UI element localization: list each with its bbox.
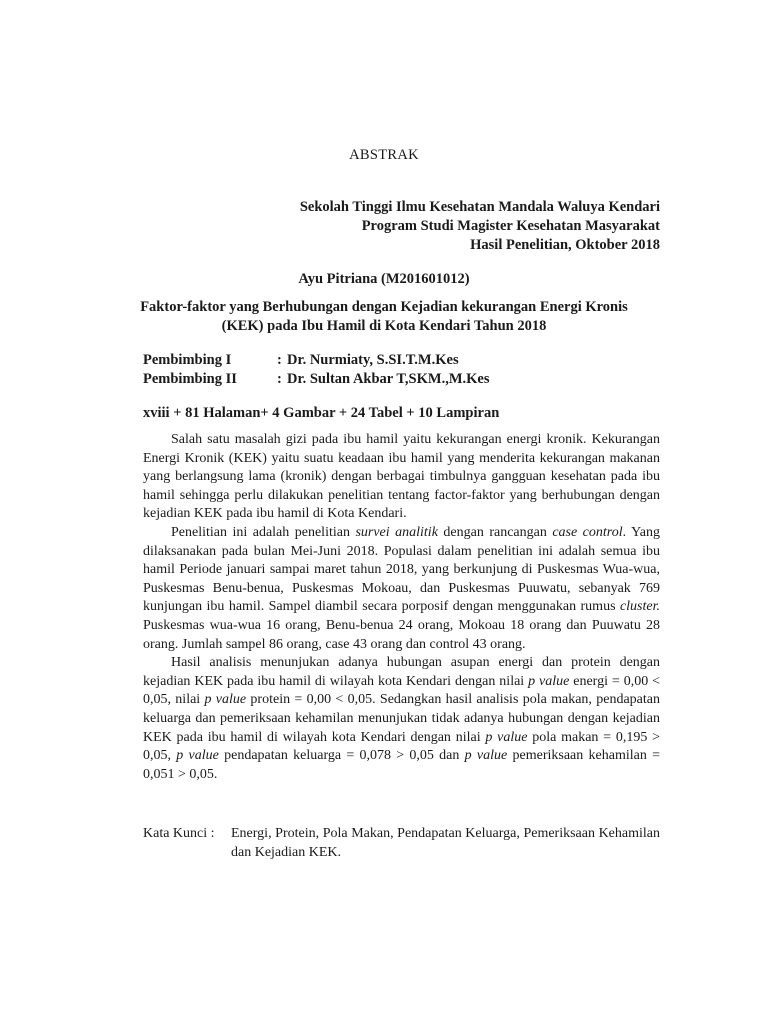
institution-block <box>300 198 660 255</box>
italic-term: survei analitik <box>355 524 438 540</box>
text-run: energi = 0,00 < 0,05, nilai <box>143 673 660 708</box>
italic-term: p value <box>528 673 570 689</box>
supervisors-block <box>143 351 490 389</box>
text-run: Penelitian ini adalah penelitian <box>171 524 356 540</box>
pages-info: xviii + 81 Halaman+ 4 Gambar + 24 Tabel + 10 Lampiran <box>143 405 500 421</box>
text-run: pemeriksaan kehamilan = 0,051 > 0,05. <box>143 748 661 782</box>
thesis-title-line: Faktor-faktor yang Berhubungan dengan Kejadian kekurangan Energi Kronis <box>140 299 628 315</box>
italic-term: p value <box>176 748 219 764</box>
supervisor-label: Pembimbing I <box>143 352 232 368</box>
supervisor-separator: : <box>277 352 282 368</box>
text-run: pola makan = 0,195 > 0,05, <box>143 729 660 764</box>
supervisor-label: Pembimbing II <box>143 371 237 387</box>
italic-term: case control <box>552 524 623 540</box>
institution-line: Sekolah Tinggi Ilmu Kesehatan Mandala Waluya Kendari <box>299 199 660 215</box>
thesis-title <box>0 298 768 336</box>
keywords-label: Kata Kunci : <box>143 826 215 841</box>
supervisor-name: Dr. Nurmiaty, S.SI.T.M.Kes <box>287 352 459 368</box>
text-run: protein = 0,00 < 0,05. Sedangkan hasil analisis pola makan, pendapatan keluarga dan pemeriksaan kehamilan menunjukan tidak adanya hubungan dengan kejadian KEK pada ibu hamil di wilayah kota Kendari dengan nilai <box>143 692 660 745</box>
paragraph-method <box>143 524 660 654</box>
text-run: dengan rancangan <box>437 524 553 540</box>
paragraph-results <box>143 654 660 784</box>
thesis-title-line: (KEK) pada Ibu Hamil di Kota Kendari Tahun 2018 <box>221 318 547 334</box>
italic-term: cluster. <box>619 599 660 615</box>
abstract-body <box>143 431 660 784</box>
paragraph-background: Salah satu masalah gizi pada ibu hamil yaitu kekurangan energi kronik. Kekurangan Energi Kronik (KEK) yaitu suatu keadaan ibu hamil yang menderita kekurangan makanan yang berlangsung lama (kronik) dengan berbagai timbulnya gangguan kesehatan pada ibu hamil sehingga perlu dilakukan penelitian tentang factor-faktor yang berhubungan dengan kejadian KEK pada ibu hamil di Kota Kendari. <box>143 432 660 522</box>
text-run: . Yang dilaksanakan pada bulan Mei-Juni 2018. Populasi dalam penelitian ini adalah semua ibu hamil Periode januari sampai maret tahun 2018, yang berkunjung di Puskesmas Wua-wua, Puskesmas Benu-benua, Puskesmas Mokoau, dan Puskesmas Puuwatu, sebanyak 769 kunjungan ibu hamil. Sampel diambil secara porposif dengan menggunakan rumus <box>143 524 660 615</box>
program-line: Program Studi Magister Kesehatan Masyarakat <box>361 218 660 234</box>
supervisor-row <box>143 370 490 389</box>
text-run: Puskesmas wua-wua 16 orang, Benu-benua 24 orang, Mokoau 18 orang dan Puuwatu 28 orang. Jumlah sampel 86 orang, case 43 orang dan control 43 orang. <box>143 617 660 652</box>
italic-term: p value <box>464 748 508 764</box>
date-line: Hasil Penelitian, Oktober 2018 <box>470 237 660 253</box>
italic-term: p value <box>485 729 528 745</box>
supervisor-name: Dr. Sultan Akbar T,SKM.,M.Kes <box>287 371 490 387</box>
text-run: Hasil analisis menunjukan adanya hubungan asupan energi dan protein dengan kejadian KEK pada ibu hamil di wilayah kota Kendari dengan nilai <box>143 655 660 689</box>
keywords-value: Energi, Protein, Pola Makan, Pendapatan Keluarga, Pemeriksaan Kehamilan dan Kejadian KEK. <box>231 826 660 860</box>
abstract-title: ABSTRAK <box>349 147 419 163</box>
italic-term: p value <box>204 692 247 708</box>
text-run: pendapatan keluarga = 0,078 > 0,05 dan <box>218 748 465 764</box>
supervisor-row <box>143 351 490 370</box>
author-name: Ayu Pitriana (M201601012) <box>298 271 470 287</box>
supervisor-separator: : <box>277 371 282 387</box>
keywords-block <box>143 825 660 862</box>
